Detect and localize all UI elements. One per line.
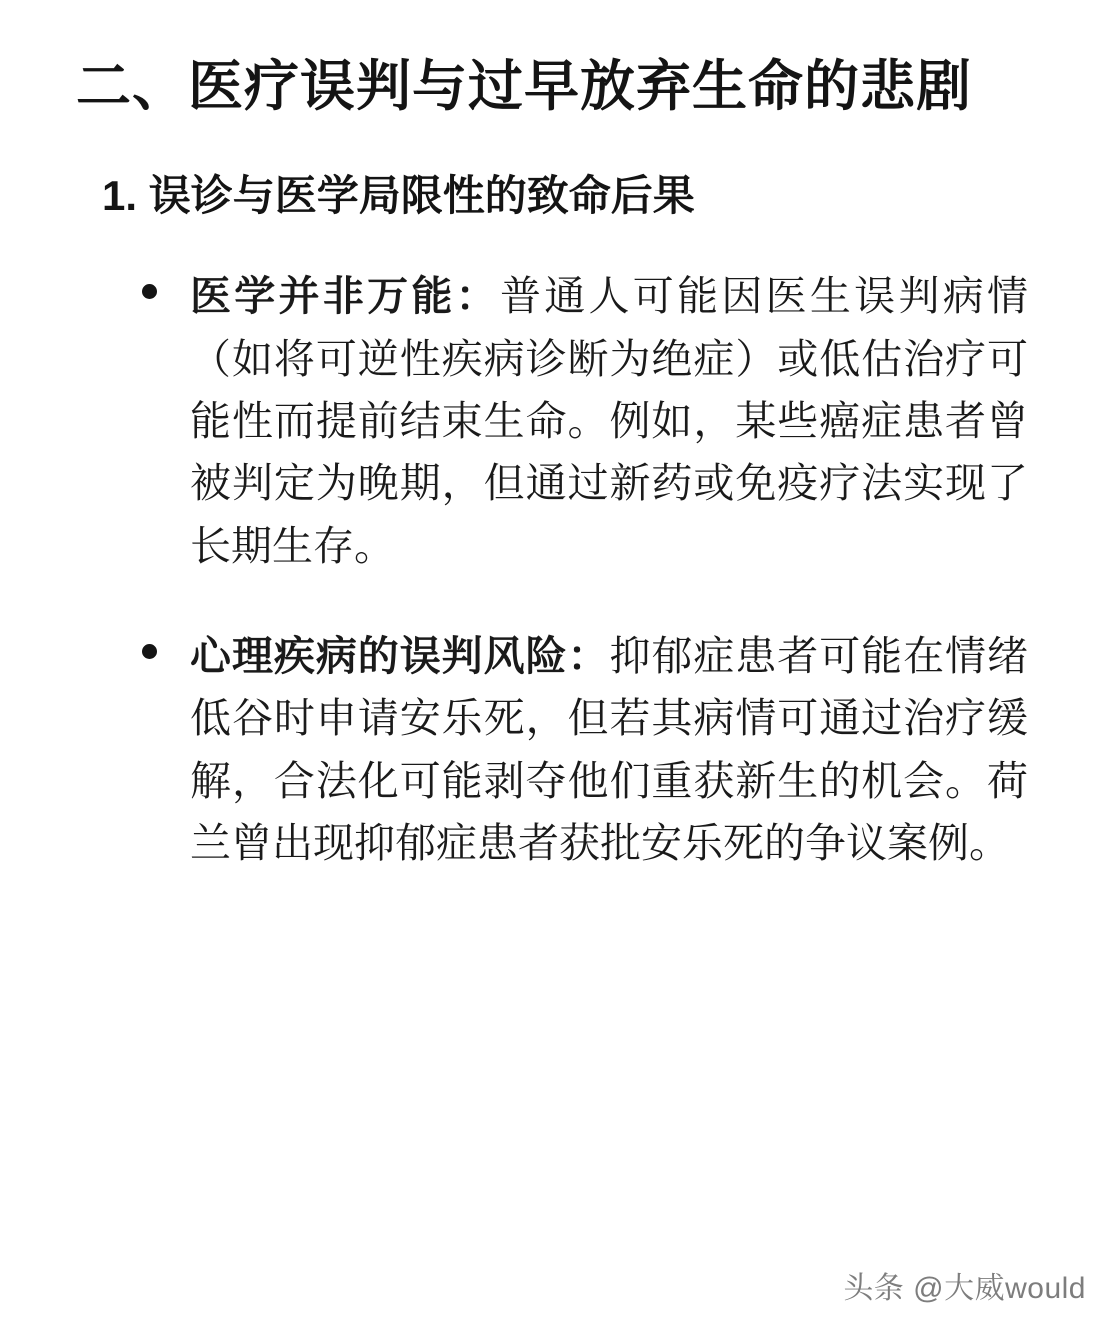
list-item-lead: 心理疾病的误判风险 — [190, 632, 568, 679]
list-item-body: 普通人可能因医生误判病情（如将可逆性疾病诊断为绝症）或低估治疗可能性而提前结束生命。例如，某些癌症患者曾被判定为晚期，但通过新药或免疫疗法实现了长期生存。 — [190, 273, 1029, 569]
watermark: 头条 @大威would — [843, 1272, 1086, 1305]
list-item-separator: ： — [455, 273, 500, 320]
section-heading: 1. 误诊与医学局限性的致命后果 — [102, 171, 695, 219]
bullet-dot-icon — [142, 644, 157, 659]
list-item-lead: 医学并非万能 — [190, 273, 456, 320]
list-item — [190, 265, 1028, 577]
list-item-separator: ： — [567, 632, 610, 679]
bullet-dot-icon — [142, 284, 157, 299]
page-title: 二、医疗误判与过早放弃生命的悲剧 — [76, 55, 973, 117]
bullet-list — [40, 265, 1076, 874]
list-item — [190, 625, 1028, 874]
list-item-body: 抑郁症患者可能在情绪低谷时申请安乐死，但若其病情可通过治疗缓解，合法化可能剥夺他们重获新生的机会。荷兰曾出现抑郁症患者获批安乐死的争议案例。 — [190, 632, 1029, 866]
